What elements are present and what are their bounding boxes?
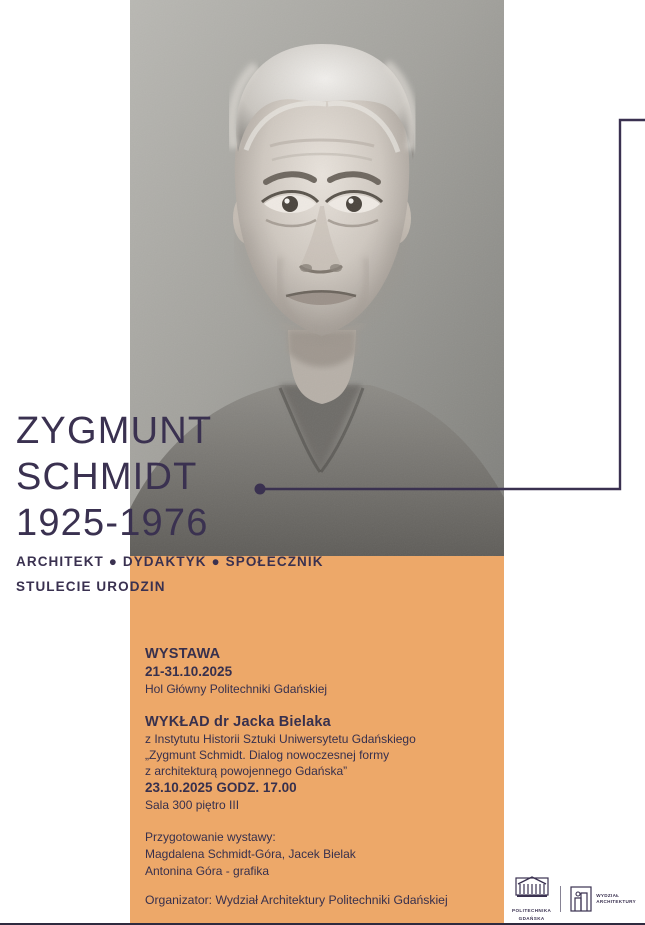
credits-heading: Przygotowanie wystawy: [145, 830, 276, 844]
lecture-heading: WYKŁAD dr Jacka Bielaka [145, 714, 331, 730]
lecture-topic-line-2: z architekturą powojennego Gdańska” [145, 764, 348, 778]
politechnika-gdanska-logo [512, 875, 551, 922]
title-line-3: 1925-1976 [16, 502, 209, 544]
lecture-room: Sala 300 piętro III [145, 798, 240, 812]
exhibition-heading: WYSTAWA [145, 646, 221, 662]
poster-title-block [16, 408, 576, 594]
logo-row [512, 875, 636, 922]
lecture-topic-line-1: „Zygmunt Schmidt. Dialog nowoczesnej formy [145, 748, 390, 762]
logo-divider [560, 886, 561, 912]
exhibition-venue: Hol Główny Politechniki Gdańskiej [145, 682, 328, 696]
title-line-2: SCHMIDT [16, 456, 198, 498]
spacer [145, 813, 495, 829]
event-exhibition [145, 645, 495, 697]
exhibition-date: 21-31.10.2025 [145, 664, 233, 679]
title-line-1: ZYGMUNT [16, 410, 213, 452]
wydzial-architektury-logo [570, 886, 636, 912]
lecture-affiliation: z Instytutu Historii Sztuki Uniwersytetu Gdańskiego [145, 732, 416, 746]
wa-caption-1: WYDZIAŁ [596, 892, 620, 898]
left-lower-white-band [0, 548, 130, 925]
lecture-date-time: 23.10.2025 GODZ. 17.00 [145, 780, 297, 795]
pg-crest-icon [515, 875, 549, 901]
pg-caption-2: GDAŃSKA [518, 916, 545, 921]
poster-subtitle: ARCHITEKT ● DYDAKTYK ● SPOŁECZNIK [16, 554, 324, 569]
wa-caption-2: ARCHITEKTURY [596, 898, 636, 904]
pg-caption-1: POLITECHNIKA [512, 908, 552, 913]
right-white-band [504, 548, 645, 925]
credits-line-2: Antonina Góra - grafika [145, 864, 270, 878]
event-lecture [145, 713, 495, 813]
wa-caption [596, 893, 636, 905]
credits-block [145, 829, 495, 880]
organizer-line: Organizator: Wydział Architektury Politechniki Gdańskiej [145, 893, 448, 907]
spacer [145, 697, 495, 713]
wa-building-icon [570, 886, 592, 912]
event-details [145, 645, 495, 908]
poster-subtitle-secondary: STULECIE URODZIN [16, 579, 166, 594]
spacer [145, 880, 495, 892]
credits-line-1: Magdalena Schmidt-Góra, Jacek Bielak [145, 847, 356, 861]
